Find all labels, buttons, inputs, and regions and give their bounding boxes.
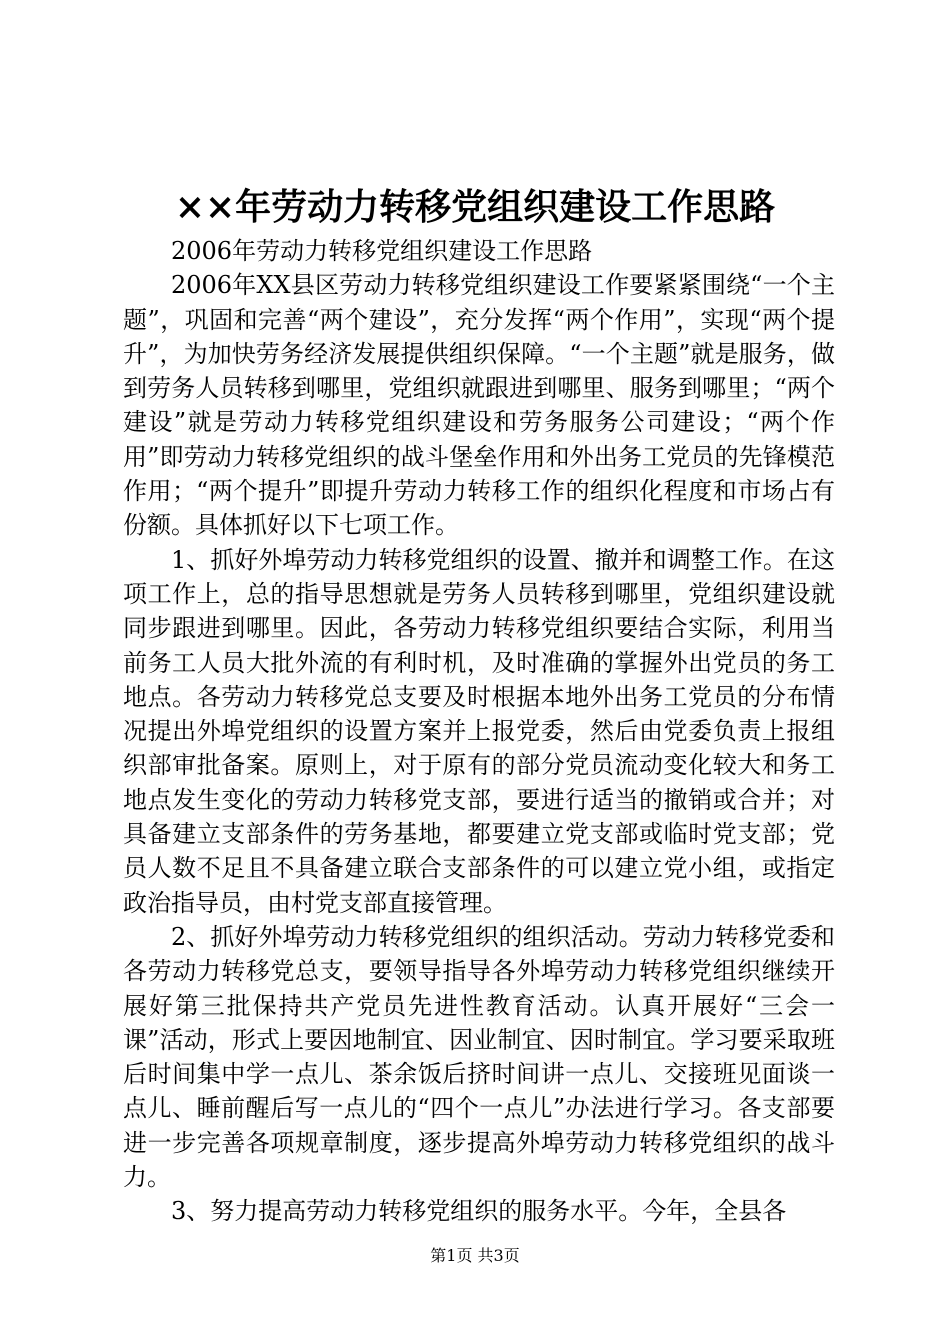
body-paragraph-intro: 2006年XX县区劳动力转移党组织建设工作要紧紧围绕“一个主题”，巩固和完善“两个建设”，充分发挥“两个作用”，实现“两个提升”，为加快劳务经济发展提供组织保障。“一个主题”就是服务，做到劳务人员转移到哪里，党组织就跟进到哪里、服务到哪里；“两个建设”就是劳动力转移党组织建设和劳务服务公司建设；“两个作用”即劳动力转移党组织的战斗堡垒作用和外出务工党员的先锋模范作用；“两个提升”即提升劳动力转移工作的组织化程度和市场占有份额。具体抓好以下七项工作。 xyxy=(123,271,835,540)
document-body xyxy=(123,234,835,1229)
body-paragraph-item-3: 3、努力提高劳动力转移党组织的服务水平。今年，全县各 xyxy=(171,1197,787,1226)
page-number-footer: 第1页 共3页 xyxy=(430,1246,520,1265)
document-title: ××年劳动力转移党组织建设工作思路 xyxy=(174,186,776,228)
body-paragraph-item-2: 2、抓好外埠劳动力转移党组织的组织活动。劳动力转移党委和各劳动力转移党总支，要领导指导各外埠劳动力转移党组织继续开展好第三批保持共产党员先进性教育活动。认真开展好“三会一课”活动，形式上要因地制宜、因业制宜、因时制宜。学习要采取班后时间集中学一点儿、茶余饭后挤时间讲一点儿、交接班见面谈一点儿、睡前醒后写一点儿的“四个一点儿”办法进行学习。各支部要进一步完善各项规章制度，逐步提高外埠劳动力转移党组织的战斗力。 xyxy=(123,922,835,1192)
body-paragraph-subtitle: 2006年劳动力转移党组织建设工作思路 xyxy=(171,237,593,265)
body-paragraph-item-1: 1、抓好外埠劳动力转移党组织的设置、撤并和调整工作。在这项工作上，总的指导思想就是劳务人员转移到哪里，党组织建设就同步跟进到哪里。因此，各劳动力转移党组织要结合实际，利用当前务工人员大批外流的有利时机，及时准确的掌握外出党员的务工地点。各劳动力转移党总支要及时根据本地外出务工党员的分布情况提出外埠党组织的设置方案并上报党委，然后由党委负责上报组织部审批备案。原则上，对于原有的部分党员流动变化较大和务工地点发生变化的劳动力转移党支部，要进行适当的撤销或合并；对具备建立支部条件的劳务基地，都要建立党支部或临时党支部；党员人数不足且不具备建立联合支部条件的可以建立党小组，或指定政治指导员，由村党支部直接管理。 xyxy=(123,545,835,917)
